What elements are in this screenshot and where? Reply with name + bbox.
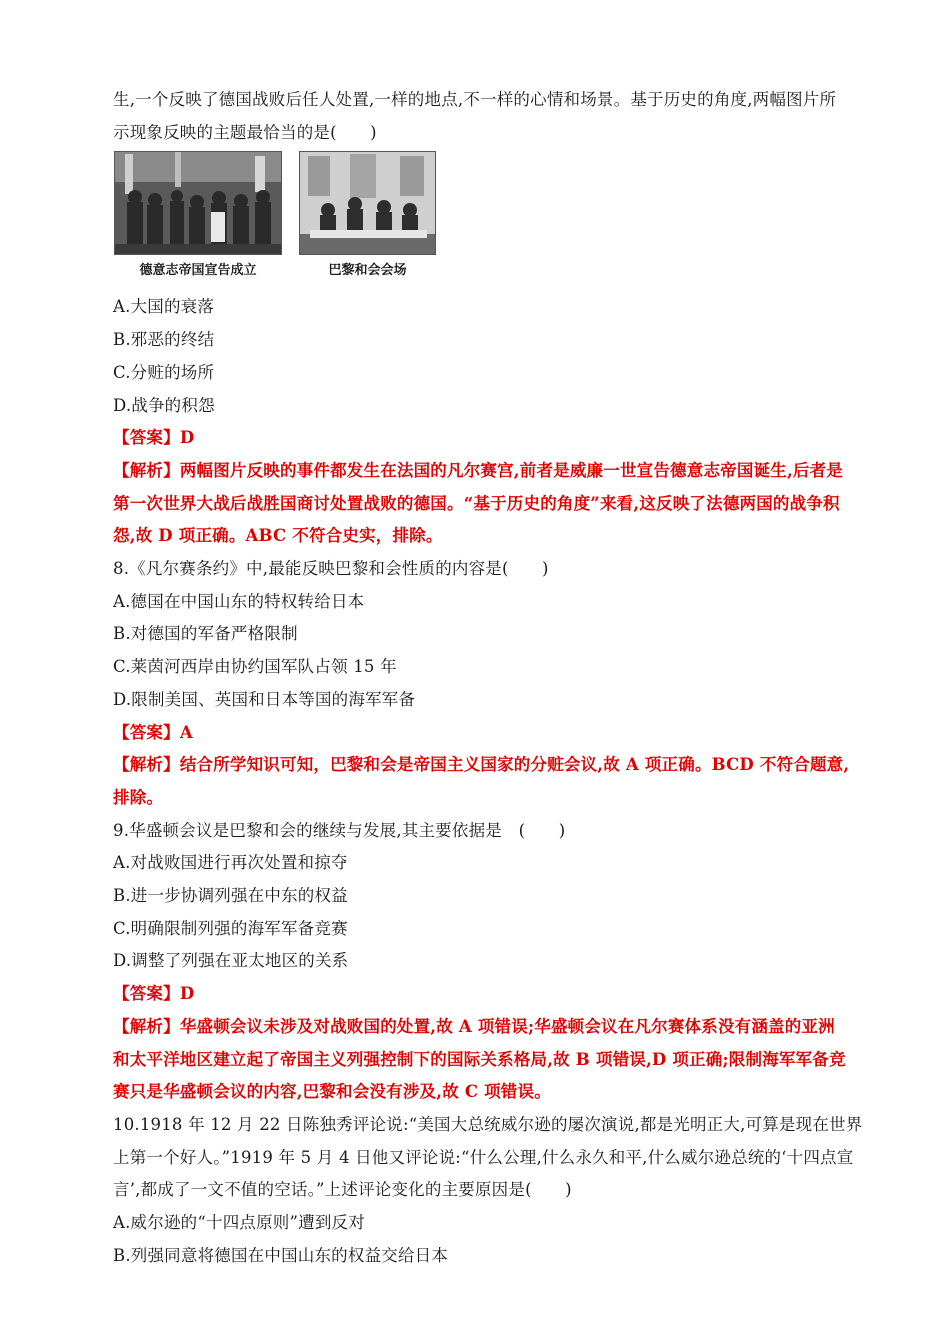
figure-proclamation: [114, 151, 282, 278]
analysis-tag: 【解析】: [113, 460, 180, 480]
analysis-text: 两幅图片反映的事件都发生在法国的凡尔赛宫,前者是威廉一世宣告德意志帝国诞生,后者是: [179, 460, 844, 480]
figure-paris-conference: [299, 151, 436, 278]
analysis-tag: 【解析】: [113, 1016, 180, 1036]
q7-option-b: B.邪恶的终结: [113, 330, 215, 350]
answer-tag: 【答案】: [113, 428, 180, 448]
q7-analysis-line-1: [113, 455, 843, 488]
q8-option-b: B.对德国的军备严格限制: [113, 624, 298, 644]
proclamation-photo: [114, 151, 282, 255]
q10-option-a: A.威尔逊的“十四点原则”遭到反对: [113, 1213, 365, 1233]
q8-option-a: A.德国在中国山东的特权转给日本: [113, 591, 365, 611]
q8-answer: [113, 717, 843, 750]
q9-analysis-line-3: 赛只是华盛顿会议的内容,巴黎和会没有涉及,故 C 项错误。: [113, 1082, 551, 1102]
q10-option-b: B.列强同意将德国在中国山东的权益交给日本: [113, 1245, 449, 1265]
question-7-stem-line-1: 生,一个反映了德国战败后任人处置,一样的地点,不一样的心情和场景。基于历史的角度,两幅图片所: [113, 90, 837, 109]
q8-stem: 8.《凡尔赛条约》中,最能反映巴黎和会性质的内容是( ): [113, 559, 549, 579]
q8-option-c: C.莱茵河西岸由协约国军队占领 15 年: [113, 657, 397, 677]
answer-value: D: [179, 428, 195, 448]
question-7-stem-line-2: 示现象反映的主题最恰当的是( ): [113, 122, 377, 142]
q10-stem-line-3: 言’,都成了一文不值的空话。”上述评论变化的主要原因是( ): [113, 1180, 572, 1200]
answer-tag: 【答案】: [113, 984, 180, 1004]
q7-analysis-line-2: 第一次世界大战后战胜国商讨处置战败的德国。“基于历史的角度”来看,这反映了法德两国的战争积: [113, 493, 840, 513]
figure-caption-right: 巴黎和会会场: [328, 263, 407, 279]
analysis-text: 华盛顿会议未涉及对战败国的处置,故 A 项错误;华盛顿会议在凡尔赛体系没有涵盖的亚洲: [179, 1016, 835, 1036]
q10-stem-line-1: 10.1918 年 12 月 22 日陈独秀评论说:“美国大总统威尔逊的屡次演说,都是光明正大,可算是现在世界: [113, 1114, 863, 1134]
q7-option-c: C.分赃的场所: [113, 362, 215, 382]
q9-option-b: B.进一步协调列强在中东的权益: [113, 886, 348, 906]
q10-stem-line-2: 上第一个好人。”1919 年 5 月 4 日他又评论说:“什么公理,什么永久和平,什么威尔逊总统的‘十四点宣: [113, 1147, 854, 1167]
q7-analysis-line-3: 怨,故 D 项正确。ABC 不符合史实，排除。: [113, 526, 443, 546]
q9-stem: 9.华盛顿会议是巴黎和会的继续与发展,其主要依据是 ( ): [113, 820, 566, 840]
q7-option-a: A.大国的衰落: [113, 297, 215, 317]
q8-analysis-line-2: 排除。: [113, 787, 164, 807]
document-page: [113, 84, 863, 1273]
answer-value: A: [179, 722, 193, 742]
analysis-text: 结合所学知识可知，巴黎和会是帝国主义国家的分赃会议,故 A 项正确。BCD 不符合题意,: [179, 755, 850, 775]
paris-conference-photo: [299, 151, 436, 255]
q9-analysis-line-2: 和太平洋地区建立起了帝国主义列强控制下的国际关系格局,故 B 项错误,D 项正确;限制海军军备竞: [113, 1049, 846, 1069]
answer-value: D: [179, 984, 195, 1004]
answer-tag: 【答案】: [113, 722, 180, 742]
q8-option-d: D.限制美国、英国和日本等国的海军军备: [113, 689, 416, 709]
q7-option-d: D.战争的积怨: [113, 395, 215, 415]
q9-answer: [113, 978, 843, 1011]
figures: [113, 151, 843, 291]
q9-option-d: D.调整了列强在亚太地区的关系: [113, 951, 349, 971]
figure-caption-left: 德意志帝国宣告成立: [139, 263, 257, 279]
q9-option-c: C.明确限制列强的海军军备竞赛: [113, 918, 348, 938]
q9-option-a: A.对战败国进行再次处置和掠夺: [113, 853, 348, 873]
q9-analysis-line-1: [113, 1011, 843, 1044]
q8-analysis-line-1: [113, 749, 850, 782]
q7-answer: [113, 422, 843, 455]
analysis-tag: 【解析】: [113, 755, 180, 775]
